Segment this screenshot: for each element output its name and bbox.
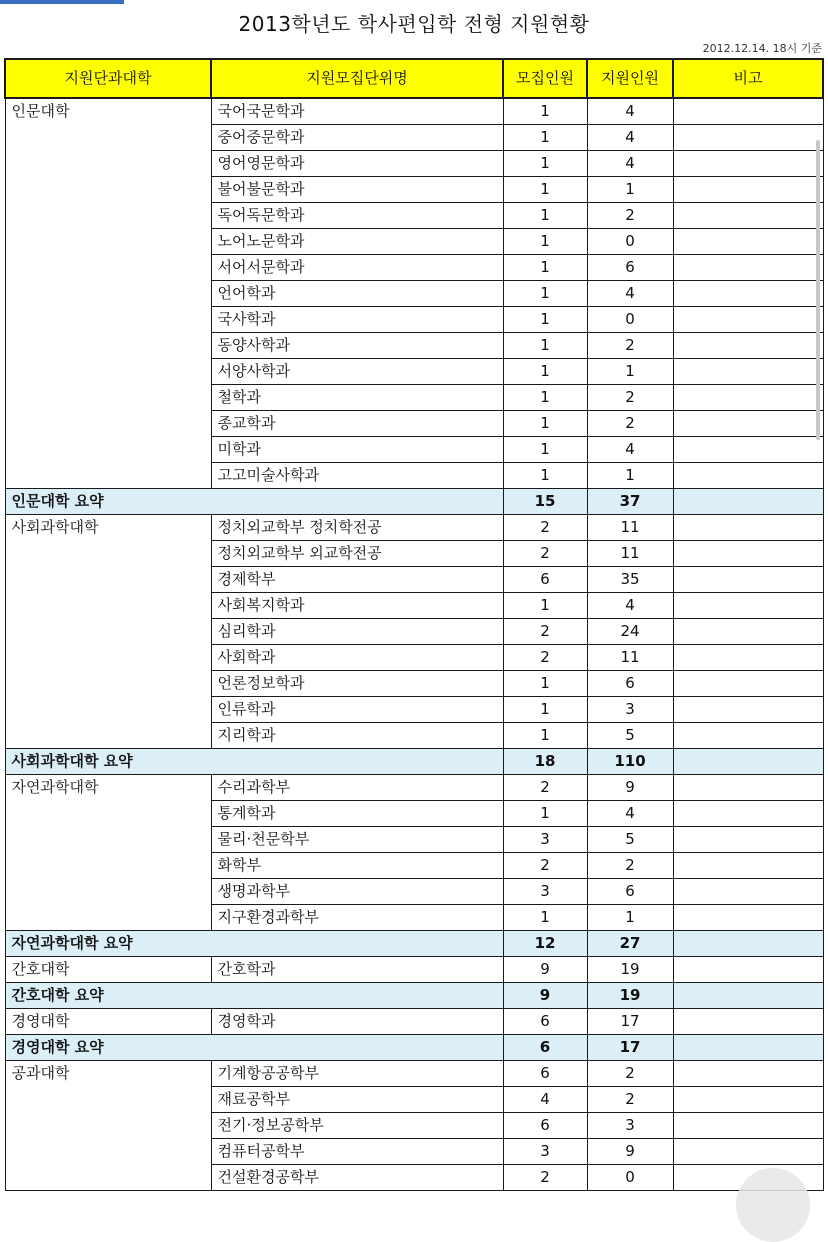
- unit-cell: 중어중문학과: [211, 125, 503, 151]
- unit-cell: 철학과: [211, 385, 503, 411]
- quota-cell: 1: [503, 177, 587, 203]
- quota-cell: 1: [503, 697, 587, 723]
- summary-applicants: 37: [587, 489, 673, 515]
- unit-cell: 서양사학과: [211, 359, 503, 385]
- quota-cell: 1: [503, 255, 587, 281]
- remarks-cell: [673, 229, 823, 255]
- quota-cell: 1: [503, 385, 587, 411]
- summary-remarks: [673, 983, 823, 1009]
- applicants-cell: 4: [587, 593, 673, 619]
- quota-cell: 2: [503, 515, 587, 541]
- quota-cell: 6: [503, 1061, 587, 1087]
- remarks-cell: [673, 1061, 823, 1087]
- summary-remarks: [673, 489, 823, 515]
- applicants-cell: 2: [587, 1087, 673, 1113]
- quota-cell: 3: [503, 1139, 587, 1165]
- table-body: [5, 98, 823, 1191]
- unit-cell: 화학부: [211, 853, 503, 879]
- unit-cell: 건설환경공학부: [211, 1165, 503, 1191]
- unit-cell: 언어학과: [211, 281, 503, 307]
- top-accent-bar: [0, 0, 124, 4]
- remarks-cell: [673, 905, 823, 931]
- quota-cell: 1: [503, 125, 587, 151]
- applicants-cell: 9: [587, 775, 673, 801]
- summary-row: [5, 749, 823, 775]
- floating-circle-button[interactable]: [736, 1168, 810, 1242]
- remarks-cell: [673, 827, 823, 853]
- applicants-cell: 35: [587, 567, 673, 593]
- applicants-cell: 2: [587, 853, 673, 879]
- applicants-cell: 5: [587, 723, 673, 749]
- header-college: 지원단과대학: [5, 59, 211, 98]
- college-cell: 인문대학: [5, 98, 211, 489]
- quota-cell: 1: [503, 437, 587, 463]
- table-row: [5, 1009, 823, 1035]
- header-row: [5, 59, 823, 98]
- remarks-cell: [673, 203, 823, 229]
- quota-cell: 4: [503, 1087, 587, 1113]
- summary-quota: 9: [503, 983, 587, 1009]
- applicants-cell: 0: [587, 229, 673, 255]
- applicants-cell: 6: [587, 255, 673, 281]
- applicants-cell: 2: [587, 333, 673, 359]
- unit-cell: 경제학부: [211, 567, 503, 593]
- unit-cell: 고고미술사학과: [211, 463, 503, 489]
- header-applicants: 지원인원: [587, 59, 673, 98]
- applicants-cell: 3: [587, 1113, 673, 1139]
- unit-cell: 노어노문학과: [211, 229, 503, 255]
- remarks-cell: [673, 98, 823, 125]
- unit-cell: 미학과: [211, 437, 503, 463]
- summary-label: 경영대학 요약: [5, 1035, 503, 1061]
- table-row: [5, 775, 823, 801]
- remarks-cell: [673, 307, 823, 333]
- unit-cell: 독어독문학과: [211, 203, 503, 229]
- applicants-cell: 1: [587, 359, 673, 385]
- remarks-cell: [673, 801, 823, 827]
- applicants-cell: 9: [587, 1139, 673, 1165]
- unit-cell: 간호학과: [211, 957, 503, 983]
- applicants-cell: 5: [587, 827, 673, 853]
- summary-remarks: [673, 1035, 823, 1061]
- quota-cell: 2: [503, 619, 587, 645]
- applicants-cell: 1: [587, 905, 673, 931]
- quota-cell: 1: [503, 203, 587, 229]
- unit-cell: 언론정보학과: [211, 671, 503, 697]
- summary-remarks: [673, 749, 823, 775]
- quota-cell: 9: [503, 957, 587, 983]
- quota-cell: 1: [503, 905, 587, 931]
- quota-cell: 1: [503, 229, 587, 255]
- applicants-cell: 0: [587, 307, 673, 333]
- summary-row: [5, 931, 823, 957]
- header-quota: 모집인원: [503, 59, 587, 98]
- unit-cell: 지리학과: [211, 723, 503, 749]
- unit-cell: 심리학과: [211, 619, 503, 645]
- unit-cell: 재료공학부: [211, 1087, 503, 1113]
- unit-cell: 동양사학과: [211, 333, 503, 359]
- remarks-cell: [673, 1087, 823, 1113]
- applicants-cell: 2: [587, 411, 673, 437]
- unit-cell: 컴퓨터공학부: [211, 1139, 503, 1165]
- applicants-cell: 24: [587, 619, 673, 645]
- summary-row: [5, 1035, 823, 1061]
- unit-cell: 사회학과: [211, 645, 503, 671]
- quota-cell: 1: [503, 671, 587, 697]
- unit-cell: 통계학과: [211, 801, 503, 827]
- summary-row: [5, 983, 823, 1009]
- unit-cell: 정치외교학부 정치학전공: [211, 515, 503, 541]
- remarks-cell: [673, 1009, 823, 1035]
- remarks-cell: [673, 853, 823, 879]
- remarks-cell: [673, 463, 823, 489]
- quota-cell: 1: [503, 463, 587, 489]
- college-cell: 사회과학대학: [5, 515, 211, 749]
- quota-cell: 6: [503, 1009, 587, 1035]
- summary-quota: 15: [503, 489, 587, 515]
- applicants-cell: 11: [587, 541, 673, 567]
- quota-cell: 1: [503, 307, 587, 333]
- quota-cell: 1: [503, 723, 587, 749]
- remarks-cell: [673, 515, 823, 541]
- remarks-cell: [673, 333, 823, 359]
- quota-cell: 1: [503, 281, 587, 307]
- summary-label: 인문대학 요약: [5, 489, 503, 515]
- applicants-cell: 6: [587, 671, 673, 697]
- summary-applicants: 27: [587, 931, 673, 957]
- remarks-cell: [673, 151, 823, 177]
- applicants-cell: 1: [587, 177, 673, 203]
- table-row: [5, 1061, 823, 1087]
- applicants-cell: 11: [587, 515, 673, 541]
- applicants-cell: 6: [587, 879, 673, 905]
- applicants-cell: 4: [587, 801, 673, 827]
- summary-label: 간호대학 요약: [5, 983, 503, 1009]
- remarks-cell: [673, 177, 823, 203]
- summary-label: 사회과학대학 요약: [5, 749, 503, 775]
- quota-cell: 1: [503, 411, 587, 437]
- unit-cell: 지구환경과학부: [211, 905, 503, 931]
- remarks-cell: [673, 645, 823, 671]
- remarks-cell: [673, 255, 823, 281]
- vertical-scrollbar[interactable]: [816, 140, 820, 440]
- remarks-cell: [673, 125, 823, 151]
- college-cell: 경영대학: [5, 1009, 211, 1035]
- summary-applicants: 19: [587, 983, 673, 1009]
- remarks-cell: [673, 879, 823, 905]
- quota-cell: 1: [503, 593, 587, 619]
- remarks-cell: [673, 411, 823, 437]
- quota-cell: 3: [503, 879, 587, 905]
- table-row: [5, 957, 823, 983]
- summary-quota: 18: [503, 749, 587, 775]
- unit-cell: 수리과학부: [211, 775, 503, 801]
- summary-applicants: 110: [587, 749, 673, 775]
- remarks-cell: [673, 1139, 823, 1165]
- college-cell: 공과대학: [5, 1061, 211, 1191]
- unit-cell: 생명과학부: [211, 879, 503, 905]
- unit-cell: 종교학과: [211, 411, 503, 437]
- remarks-cell: [673, 1113, 823, 1139]
- remarks-cell: [673, 437, 823, 463]
- quota-cell: 1: [503, 359, 587, 385]
- unit-cell: 정치외교학부 외교학전공: [211, 541, 503, 567]
- quota-cell: 2: [503, 775, 587, 801]
- timestamp-note: 2012.12.14. 18시 기준: [702, 42, 822, 55]
- summary-label: 자연과학대학 요약: [5, 931, 503, 957]
- remarks-cell: [673, 957, 823, 983]
- applicants-cell: 17: [587, 1009, 673, 1035]
- remarks-cell: [673, 619, 823, 645]
- applicants-cell: 4: [587, 151, 673, 177]
- college-cell: 자연과학대학: [5, 775, 211, 931]
- applicants-cell: 2: [587, 385, 673, 411]
- header-unit: 지원모집단위명: [211, 59, 503, 98]
- quota-cell: 1: [503, 333, 587, 359]
- summary-remarks: [673, 931, 823, 957]
- unit-cell: 물리·천문학부: [211, 827, 503, 853]
- unit-cell: 인류학과: [211, 697, 503, 723]
- unit-cell: 서어서문학과: [211, 255, 503, 281]
- college-cell: 간호대학: [5, 957, 211, 983]
- applicants-cell: 3: [587, 697, 673, 723]
- summary-row: [5, 489, 823, 515]
- header-remarks: 비고: [673, 59, 823, 98]
- applicants-cell: 4: [587, 98, 673, 125]
- unit-cell: 국사학과: [211, 307, 503, 333]
- remarks-cell: [673, 281, 823, 307]
- unit-cell: 전기·정보공학부: [211, 1113, 503, 1139]
- applicants-cell: 0: [587, 1165, 673, 1191]
- quota-cell: 2: [503, 853, 587, 879]
- summary-quota: 12: [503, 931, 587, 957]
- table-row: [5, 515, 823, 541]
- remarks-cell: [673, 385, 823, 411]
- remarks-cell: [673, 723, 823, 749]
- quota-cell: 1: [503, 151, 587, 177]
- quota-cell: 6: [503, 567, 587, 593]
- remarks-cell: [673, 775, 823, 801]
- remarks-cell: [673, 359, 823, 385]
- remarks-cell: [673, 593, 823, 619]
- applicant-table: [4, 58, 824, 1191]
- quota-cell: 1: [503, 801, 587, 827]
- applicants-cell: 4: [587, 281, 673, 307]
- table-row: [5, 98, 823, 125]
- summary-quota: 6: [503, 1035, 587, 1061]
- quota-cell: 2: [503, 541, 587, 567]
- summary-applicants: 17: [587, 1035, 673, 1061]
- quota-cell: 3: [503, 827, 587, 853]
- quota-cell: 1: [503, 98, 587, 125]
- remarks-cell: [673, 671, 823, 697]
- unit-cell: 불어불문학과: [211, 177, 503, 203]
- unit-cell: 기계항공공학부: [211, 1061, 503, 1087]
- remarks-cell: [673, 567, 823, 593]
- unit-cell: 영어영문학과: [211, 151, 503, 177]
- applicants-cell: 2: [587, 203, 673, 229]
- applicants-cell: 2: [587, 1061, 673, 1087]
- remarks-cell: [673, 541, 823, 567]
- applicants-cell: 4: [587, 437, 673, 463]
- applicants-cell: 1: [587, 463, 673, 489]
- quota-cell: 6: [503, 1113, 587, 1139]
- unit-cell: 국어국문학과: [211, 98, 503, 125]
- applicants-cell: 19: [587, 957, 673, 983]
- remarks-cell: [673, 697, 823, 723]
- unit-cell: 경영학과: [211, 1009, 503, 1035]
- unit-cell: 사회복지학과: [211, 593, 503, 619]
- page-title: 2013학년도 학사편입학 전형 지원현황: [238, 12, 590, 36]
- quota-cell: 2: [503, 1165, 587, 1191]
- quota-cell: 2: [503, 645, 587, 671]
- applicants-cell: 11: [587, 645, 673, 671]
- applicants-cell: 4: [587, 125, 673, 151]
